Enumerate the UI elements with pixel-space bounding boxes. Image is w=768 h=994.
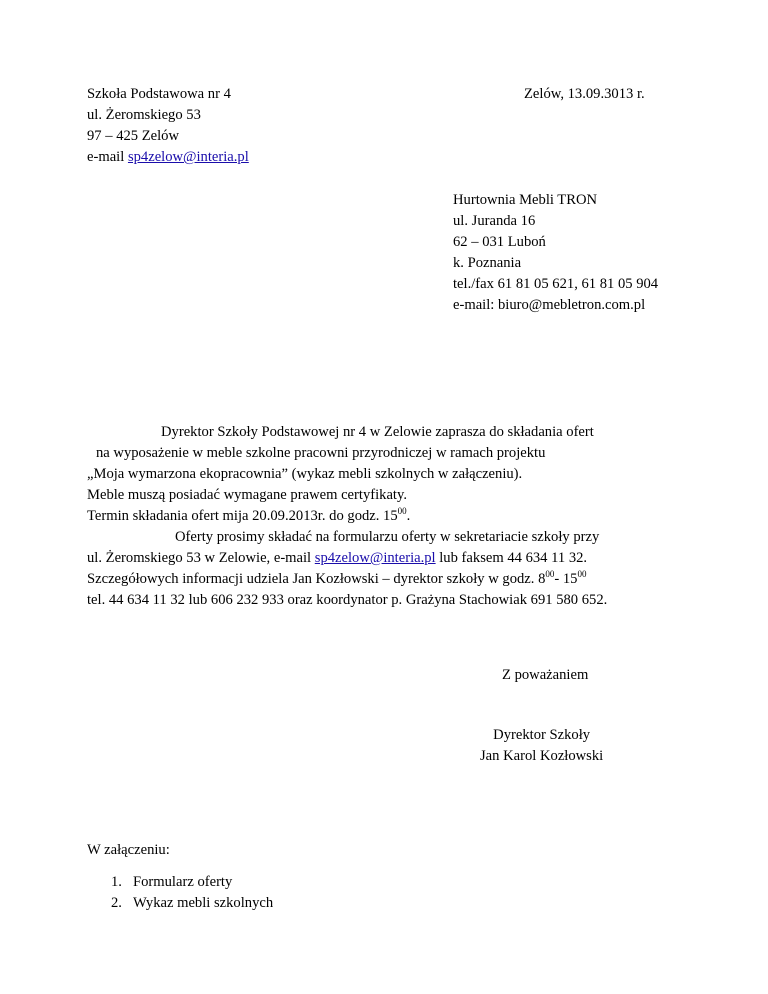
body-line-9: tel. 44 634 11 32 lub 606 232 933 oraz koordynator p. Grażyna Stachowiak 691 580 652. [87, 592, 608, 608]
list-item-number: 2. [111, 895, 122, 911]
body-line-6: Oferty prosimy składać na formularzu oferty w sekretariacie szkoły przy [175, 529, 600, 545]
signature-title: Dyrektor Szkoły [493, 727, 591, 743]
body-line-7-start: ul. Żeromskiego 53 w Zelowie, e-mail [87, 550, 315, 566]
list-item-number: 1. [111, 874, 122, 890]
list-item-label: Wykaz mebli szkolnych [133, 895, 274, 911]
attachments-list [111, 872, 273, 914]
body-line-8-start: Szczegółowych informacji udziela Jan Kozłowski – dyrektor szkoły w godz. 8 [87, 571, 546, 587]
body-line-7 [87, 548, 607, 569]
sender-email-link[interactable]: sp4zelow@interia.pl [127, 149, 249, 165]
sender-name: Szkoła Podstawowa nr 4 [87, 86, 231, 102]
recipient-address [453, 190, 658, 316]
deadline-period: . [406, 508, 411, 524]
body-line-4: Meble muszą posiadać wymagane prawem certyfikaty. [87, 487, 407, 503]
recipient-phone: tel./fax 61 81 05 621, 61 81 05 904 [453, 276, 659, 292]
body-line-8 [87, 569, 607, 590]
signature-name: Jan Karol Kozłowski [480, 748, 604, 764]
recipient-name: Hurtownia Mebli TRON [453, 192, 598, 208]
hours-start-minutes: 00 [545, 569, 555, 580]
list-item-label: Formularz oferty [133, 874, 233, 890]
closing: Z poważaniem [502, 667, 589, 683]
hours-range: - 15 [554, 571, 578, 587]
place-date: Zelów, 13.09.3013 r. [524, 86, 645, 102]
sender-address [87, 84, 249, 168]
body-line-1: Dyrektor Szkoły Podstawowej nr 4 w Zelowie zaprasza do składania ofert [161, 424, 594, 440]
sender-email-label: e-mail [87, 149, 128, 165]
list-item [111, 872, 273, 893]
letter-body [87, 422, 607, 611]
body-line-5 [87, 506, 607, 527]
hours-end-minutes: 00 [577, 569, 587, 580]
recipient-street: ul. Juranda 16 [453, 213, 536, 229]
body-email-link[interactable]: sp4zelow@interia.pl [314, 550, 436, 566]
recipient-postal: 62 – 031 Luboń [453, 234, 546, 250]
body-line-7-end: lub faksem 44 634 11 32. [435, 550, 588, 566]
signature [480, 725, 603, 767]
recipient-region: k. Poznania [453, 255, 522, 271]
deadline-text: Termin składania ofert mija 20.09.2013r. do godz. 15 [87, 508, 398, 524]
sender-postal: 97 – 425 Zelów [87, 128, 180, 144]
body-line-2: na wyposażenie w meble szkolne pracowni przyrodniczej w ramach projektu [96, 445, 546, 461]
list-item [111, 893, 273, 914]
deadline-minutes: 00 [397, 506, 407, 517]
sender-street: ul. Żeromskiego 53 [87, 107, 201, 123]
body-line-3: „Moja wymarzona ekopracownia” (wykaz mebli szkolnych w załączeniu). [87, 466, 523, 482]
sender-email-line [87, 147, 249, 168]
attachments-title: W załączeniu: [87, 842, 170, 858]
recipient-email: e-mail: biuro@mebletron.com.pl [453, 297, 646, 313]
